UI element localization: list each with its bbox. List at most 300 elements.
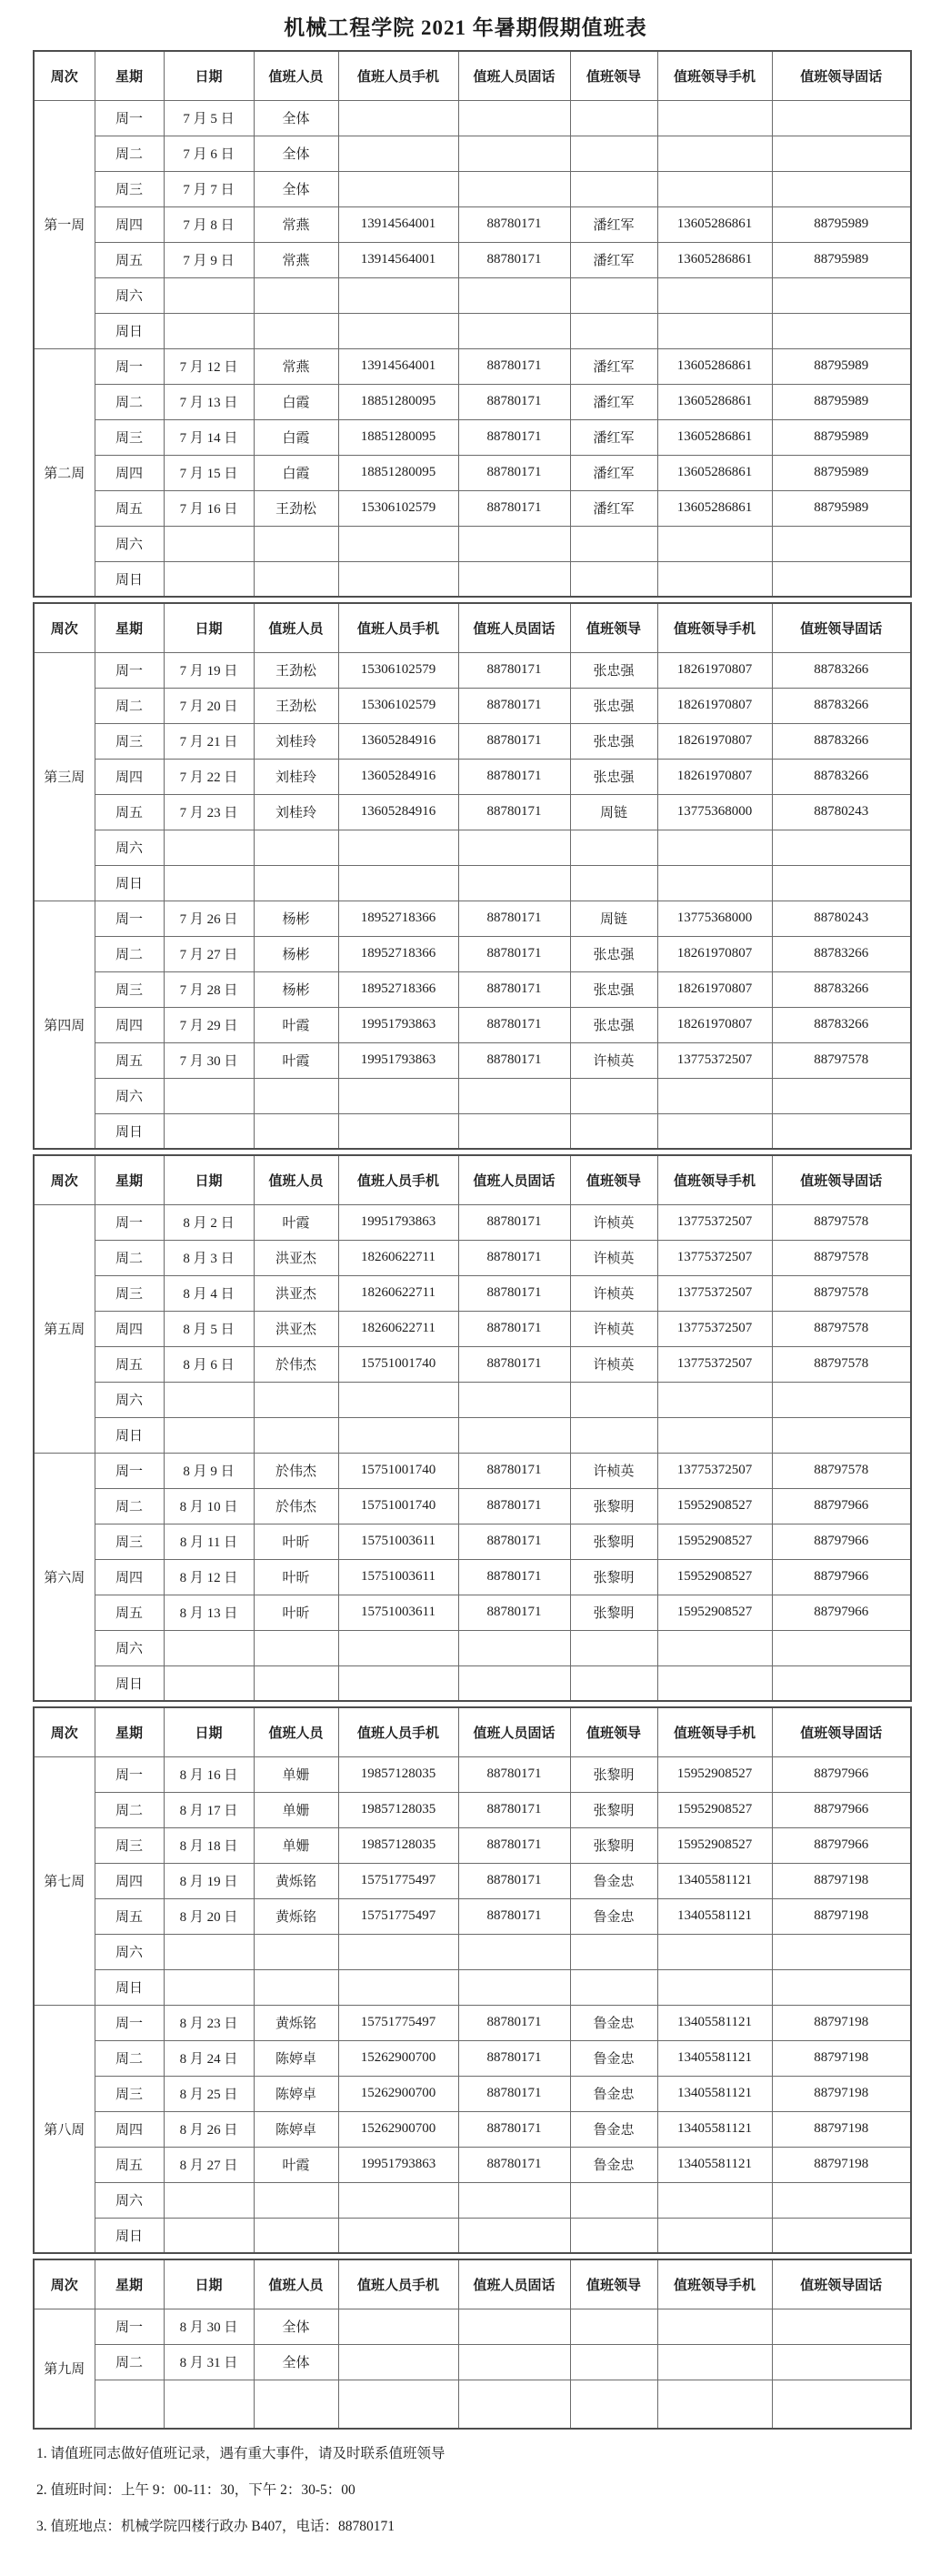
cell-duty-person-mobile: 15306102579 xyxy=(338,490,458,526)
cell-weekday: 周三 xyxy=(95,171,164,206)
cell-duty-leader: 张忠强 xyxy=(570,971,657,1007)
cell-duty-leader-landline: 88780243 xyxy=(772,794,911,830)
cell-weekday: 周三 xyxy=(95,1275,164,1311)
cell-date: 7 月 8 日 xyxy=(164,206,254,242)
column-header: 日期 xyxy=(164,603,254,652)
cell-date: 7 月 13 日 xyxy=(164,384,254,419)
cell-duty-leader-landline: 88780243 xyxy=(772,901,911,936)
cell-duty-leader-mobile xyxy=(657,561,772,597)
cell-duty-person: 於伟杰 xyxy=(254,1453,338,1488)
cell-duty-leader xyxy=(570,1417,657,1453)
duty-row xyxy=(34,1417,911,1453)
cell-date: 7 月 19 日 xyxy=(164,652,254,688)
cell-duty-leader-mobile xyxy=(657,1665,772,1701)
cell-weekday: 周二 xyxy=(95,936,164,971)
cell-duty-leader-landline xyxy=(772,1630,911,1665)
cell-weekday: 周一 xyxy=(95,1453,164,1488)
cell-weekday: 周二 xyxy=(95,1792,164,1827)
cell-duty-leader xyxy=(570,2218,657,2253)
duty-row xyxy=(34,723,911,759)
cell-duty-person-mobile xyxy=(338,2344,458,2380)
footnote: 3. 值班地点：机械学院四楼行政办 B407，电话：88780171 xyxy=(36,2519,395,2534)
column-header: 值班人员手机 xyxy=(338,2259,458,2309)
duty-row xyxy=(34,971,911,1007)
cell-duty-person-mobile xyxy=(338,1382,458,1417)
cell-duty-person-mobile: 15751001740 xyxy=(338,1346,458,1382)
cell-date xyxy=(164,1665,254,1701)
cell-duty-person-landline: 88780171 xyxy=(458,419,570,455)
column-header: 日期 xyxy=(164,1707,254,1756)
cell-weekday xyxy=(95,2380,164,2429)
cell-date: 7 月 16 日 xyxy=(164,490,254,526)
column-header: 周次 xyxy=(34,51,95,100)
duty-row xyxy=(34,1007,911,1042)
duty-row xyxy=(34,901,911,936)
cell-duty-leader-landline xyxy=(772,1934,911,1969)
cell-duty-leader: 潘红军 xyxy=(570,348,657,384)
cell-weekday: 周二 xyxy=(95,1240,164,1275)
cell-date: 7 月 9 日 xyxy=(164,242,254,277)
header-row xyxy=(34,1155,911,1204)
cell-duty-person-mobile: 19951793863 xyxy=(338,1042,458,1078)
column-header: 值班领导 xyxy=(570,1707,657,1756)
column-header: 值班人员 xyxy=(254,2259,338,2309)
cell-duty-person-landline: 88780171 xyxy=(458,206,570,242)
cell-date: 7 月 22 日 xyxy=(164,759,254,794)
cell-weekday: 周一 xyxy=(95,100,164,136)
cell-duty-leader-mobile xyxy=(657,100,772,136)
cell-duty-person-landline xyxy=(458,277,570,313)
cell-date xyxy=(164,1382,254,1417)
cell-duty-person-mobile: 15262900700 xyxy=(338,2040,458,2076)
roster-section-4 xyxy=(33,1706,912,2254)
duty-row xyxy=(34,2005,911,2040)
cell-duty-person xyxy=(254,1417,338,1453)
cell-weekday: 周二 xyxy=(95,1488,164,1524)
cell-duty-person-mobile xyxy=(338,2309,458,2344)
cell-duty-person: 单姗 xyxy=(254,1792,338,1827)
cell-duty-leader: 张忠强 xyxy=(570,936,657,971)
cell-weekday: 周二 xyxy=(95,2040,164,2076)
column-header: 值班人员固话 xyxy=(458,603,570,652)
duty-row xyxy=(34,2309,911,2344)
duty-row xyxy=(34,2111,911,2147)
cell-duty-leader-mobile: 15952908527 xyxy=(657,1488,772,1524)
cell-duty-leader xyxy=(570,2344,657,2380)
cell-duty-person-landline xyxy=(458,100,570,136)
cell-duty-leader-landline: 88795989 xyxy=(772,348,911,384)
cell-duty-leader-mobile: 18261970807 xyxy=(657,936,772,971)
duty-row xyxy=(34,1346,911,1382)
cell-duty-leader-mobile: 18261970807 xyxy=(657,1007,772,1042)
cell-duty-person-landline: 88780171 xyxy=(458,1595,570,1630)
cell-duty-person xyxy=(254,830,338,865)
duty-row xyxy=(34,1113,911,1149)
cell-duty-leader-landline: 88797966 xyxy=(772,1488,911,1524)
cell-duty-leader: 潘红军 xyxy=(570,242,657,277)
cell-duty-leader-landline: 88797578 xyxy=(772,1042,911,1078)
cell-duty-leader-mobile xyxy=(657,171,772,206)
duty-row xyxy=(34,384,911,419)
cell-weekday: 周四 xyxy=(95,1863,164,1898)
cell-weekday: 周六 xyxy=(95,1078,164,1113)
cell-duty-leader xyxy=(570,830,657,865)
cell-duty-person-landline: 88780171 xyxy=(458,348,570,384)
cell-date xyxy=(164,2218,254,2253)
cell-duty-person: 白霞 xyxy=(254,455,338,490)
cell-duty-person-landline xyxy=(458,561,570,597)
cell-date: 7 月 20 日 xyxy=(164,688,254,723)
cell-duty-person-landline xyxy=(458,1078,570,1113)
cell-duty-leader-landline xyxy=(772,1113,911,1149)
cell-duty-person xyxy=(254,2380,338,2429)
cell-date xyxy=(164,1113,254,1149)
cell-duty-person: 杨彬 xyxy=(254,971,338,1007)
duty-row xyxy=(34,1382,911,1417)
spacer-row xyxy=(34,2380,911,2429)
cell-duty-person-landline: 88780171 xyxy=(458,723,570,759)
column-header: 值班人员手机 xyxy=(338,1155,458,1204)
cell-duty-person-mobile: 18851280095 xyxy=(338,455,458,490)
cell-duty-leader: 张黎明 xyxy=(570,1756,657,1792)
cell-duty-person-landline: 88780171 xyxy=(458,1863,570,1898)
cell-duty-leader-mobile xyxy=(657,2309,772,2344)
cell-weekday: 周四 xyxy=(95,2111,164,2147)
cell-weekday: 周四 xyxy=(95,455,164,490)
duty-row xyxy=(34,490,911,526)
column-header: 值班人员手机 xyxy=(338,603,458,652)
duty-row xyxy=(34,2182,911,2218)
week-label: 第六周 xyxy=(34,1453,95,1701)
cell-duty-person-mobile: 15751001740 xyxy=(338,1488,458,1524)
cell-duty-leader-mobile: 13775372507 xyxy=(657,1275,772,1311)
cell-duty-leader-mobile: 15952908527 xyxy=(657,1792,772,1827)
duty-row xyxy=(34,242,911,277)
cell-duty-person-landline: 88780171 xyxy=(458,1524,570,1559)
cell-duty-person: 全体 xyxy=(254,2309,338,2344)
cell-duty-leader xyxy=(570,2309,657,2344)
duty-row xyxy=(34,526,911,561)
duty-row xyxy=(34,419,911,455)
cell-weekday: 周一 xyxy=(95,348,164,384)
duty-row xyxy=(34,2076,911,2111)
cell-date: 8 月 5 日 xyxy=(164,1311,254,1346)
duty-row xyxy=(34,1204,911,1240)
cell-duty-person xyxy=(254,561,338,597)
cell-duty-leader-landline: 88797966 xyxy=(772,1595,911,1630)
cell-duty-person xyxy=(254,1969,338,2005)
roster-section-1 xyxy=(33,50,912,598)
cell-duty-person-mobile: 15751003611 xyxy=(338,1559,458,1595)
cell-weekday: 周四 xyxy=(95,1007,164,1042)
column-header: 星期 xyxy=(95,1707,164,1756)
cell-duty-person-mobile xyxy=(338,1969,458,2005)
cell-duty-leader-landline: 88783266 xyxy=(772,688,911,723)
cell-duty-leader-mobile: 13775372507 xyxy=(657,1311,772,1346)
cell-duty-leader-mobile xyxy=(657,526,772,561)
cell-duty-person-landline: 88780171 xyxy=(458,652,570,688)
cell-weekday: 周一 xyxy=(95,1204,164,1240)
cell-duty-person-landline: 88780171 xyxy=(458,1042,570,1078)
cell-duty-person-mobile: 15262900700 xyxy=(338,2076,458,2111)
cell-duty-leader-mobile xyxy=(657,313,772,348)
column-header: 值班人员固话 xyxy=(458,1155,570,1204)
cell-duty-leader-landline: 88797578 xyxy=(772,1346,911,1382)
cell-duty-person-mobile xyxy=(338,526,458,561)
cell-duty-person-mobile: 19857128035 xyxy=(338,1827,458,1863)
cell-date: 8 月 11 日 xyxy=(164,1524,254,1559)
cell-duty-person-mobile: 15306102579 xyxy=(338,688,458,723)
cell-duty-person: 黄烁铭 xyxy=(254,1863,338,1898)
cell-duty-person-mobile xyxy=(338,1113,458,1149)
cell-duty-person xyxy=(254,277,338,313)
cell-duty-person-landline: 88780171 xyxy=(458,1898,570,1934)
cell-duty-person xyxy=(254,2218,338,2253)
cell-duty-person-mobile xyxy=(338,561,458,597)
cell-duty-person xyxy=(254,1630,338,1665)
cell-duty-leader-mobile: 18261970807 xyxy=(657,723,772,759)
cell-date: 8 月 18 日 xyxy=(164,1827,254,1863)
cell-date: 8 月 26 日 xyxy=(164,2111,254,2147)
cell-duty-leader-landline xyxy=(772,1417,911,1453)
cell-duty-leader: 张黎明 xyxy=(570,1595,657,1630)
cell-duty-person-landline: 88780171 xyxy=(458,455,570,490)
cell-duty-leader-mobile: 13775372507 xyxy=(657,1346,772,1382)
cell-weekday: 周日 xyxy=(95,1665,164,1701)
cell-duty-leader-mobile: 13775372507 xyxy=(657,1240,772,1275)
cell-weekday: 周六 xyxy=(95,1934,164,1969)
cell-weekday: 周日 xyxy=(95,1969,164,2005)
cell-duty-leader xyxy=(570,1969,657,2005)
cell-duty-leader: 潘红军 xyxy=(570,455,657,490)
cell-weekday: 周日 xyxy=(95,313,164,348)
week-label: 第四周 xyxy=(34,901,95,1149)
cell-duty-leader-landline: 88795989 xyxy=(772,384,911,419)
week-label: 第一周 xyxy=(34,100,95,348)
cell-duty-person: 白霞 xyxy=(254,384,338,419)
cell-duty-person-landline: 88780171 xyxy=(458,794,570,830)
cell-duty-leader-mobile: 13405581121 xyxy=(657,1898,772,1934)
duty-row xyxy=(34,794,911,830)
cell-duty-person-landline: 88780171 xyxy=(458,2111,570,2147)
cell-duty-leader: 鲁金忠 xyxy=(570,2076,657,2111)
roster-section-3 xyxy=(33,1154,912,1702)
cell-date: 8 月 19 日 xyxy=(164,1863,254,1898)
cell-duty-person-mobile xyxy=(338,100,458,136)
cell-weekday: 周二 xyxy=(95,136,164,171)
cell-duty-leader xyxy=(570,865,657,901)
cell-duty-leader-landline xyxy=(772,277,911,313)
column-header: 值班人员固话 xyxy=(458,1707,570,1756)
cell-duty-person-landline xyxy=(458,2344,570,2380)
cell-duty-person: 单姗 xyxy=(254,1756,338,1792)
cell-duty-person: 杨彬 xyxy=(254,936,338,971)
cell-duty-leader xyxy=(570,136,657,171)
cell-duty-person-landline: 88780171 xyxy=(458,384,570,419)
cell-duty-leader-mobile xyxy=(657,277,772,313)
cell-duty-leader-mobile xyxy=(657,865,772,901)
cell-duty-leader xyxy=(570,100,657,136)
cell-duty-leader: 张忠强 xyxy=(570,1007,657,1042)
cell-duty-person-mobile: 13914564001 xyxy=(338,206,458,242)
cell-duty-leader: 鲁金忠 xyxy=(570,2111,657,2147)
cell-duty-person-landline xyxy=(458,526,570,561)
cell-duty-leader-mobile: 13775368000 xyxy=(657,794,772,830)
duty-row xyxy=(34,1595,911,1630)
cell-duty-person-mobile: 15751003611 xyxy=(338,1595,458,1630)
week-label: 第八周 xyxy=(34,2005,95,2253)
column-header: 值班人员 xyxy=(254,603,338,652)
cell-duty-person-mobile: 15306102579 xyxy=(338,652,458,688)
column-header: 值班领导手机 xyxy=(657,51,772,100)
cell-duty-leader: 张黎明 xyxy=(570,1524,657,1559)
duty-row xyxy=(34,1311,911,1346)
cell-date xyxy=(164,2182,254,2218)
duty-row xyxy=(34,759,911,794)
cell-date xyxy=(164,1417,254,1453)
cell-weekday: 周日 xyxy=(95,1417,164,1453)
cell-duty-person: 刘桂玲 xyxy=(254,794,338,830)
cell-duty-person: 王劲松 xyxy=(254,490,338,526)
cell-duty-person-landline xyxy=(458,2218,570,2253)
cell-duty-person-mobile: 15751003611 xyxy=(338,1524,458,1559)
cell-date xyxy=(164,561,254,597)
cell-duty-leader-landline xyxy=(772,1078,911,1113)
cell-duty-leader-mobile xyxy=(657,136,772,171)
cell-duty-person: 陈婷卓 xyxy=(254,2040,338,2076)
cell-weekday: 周六 xyxy=(95,277,164,313)
week-label: 第二周 xyxy=(34,348,95,597)
cell-date: 8 月 31 日 xyxy=(164,2344,254,2380)
cell-duty-leader-mobile xyxy=(657,2182,772,2218)
cell-duty-person: 叶霞 xyxy=(254,1204,338,1240)
cell-weekday: 周一 xyxy=(95,1756,164,1792)
cell-duty-leader-mobile: 13405581121 xyxy=(657,2005,772,2040)
duty-row xyxy=(34,1488,911,1524)
cell-date: 8 月 10 日 xyxy=(164,1488,254,1524)
cell-duty-leader: 张忠强 xyxy=(570,759,657,794)
cell-duty-person-mobile: 13605284916 xyxy=(338,759,458,794)
cell-duty-person: 全体 xyxy=(254,100,338,136)
cell-duty-leader: 潘红军 xyxy=(570,490,657,526)
roster-section-5 xyxy=(33,2259,912,2430)
cell-duty-leader xyxy=(570,2182,657,2218)
cell-date: 8 月 9 日 xyxy=(164,1453,254,1488)
cell-duty-leader-landline: 88797198 xyxy=(772,2076,911,2111)
cell-duty-leader-landline: 88797966 xyxy=(772,1559,911,1595)
cell-duty-leader-mobile: 13605286861 xyxy=(657,419,772,455)
cell-weekday: 周六 xyxy=(95,1382,164,1417)
cell-duty-person: 叶昕 xyxy=(254,1559,338,1595)
cell-duty-person-mobile: 18260622711 xyxy=(338,1275,458,1311)
cell-date: 7 月 21 日 xyxy=(164,723,254,759)
cell-duty-leader-mobile: 15952908527 xyxy=(657,1827,772,1863)
cell-duty-person-mobile xyxy=(338,2218,458,2253)
column-header: 日期 xyxy=(164,51,254,100)
cell-date: 7 月 5 日 xyxy=(164,100,254,136)
cell-weekday: 周三 xyxy=(95,419,164,455)
cell-duty-person-landline xyxy=(458,136,570,171)
roster-tables xyxy=(33,50,910,2430)
column-header: 星期 xyxy=(95,51,164,100)
cell-duty-leader: 许桢英 xyxy=(570,1204,657,1240)
cell-duty-person-mobile: 19857128035 xyxy=(338,1792,458,1827)
cell-duty-leader-mobile: 13775368000 xyxy=(657,901,772,936)
cell-duty-person-landline: 88780171 xyxy=(458,1240,570,1275)
cell-duty-leader: 张忠强 xyxy=(570,688,657,723)
column-header: 值班领导 xyxy=(570,603,657,652)
cell-duty-person-landline: 88780171 xyxy=(458,2040,570,2076)
cell-date: 8 月 27 日 xyxy=(164,2147,254,2182)
cell-duty-leader-landline xyxy=(772,526,911,561)
cell-date xyxy=(164,2380,254,2429)
cell-duty-leader-mobile: 13405581121 xyxy=(657,2147,772,2182)
cell-duty-leader-mobile: 13605286861 xyxy=(657,384,772,419)
cell-duty-person-landline xyxy=(458,2182,570,2218)
cell-date xyxy=(164,277,254,313)
duty-row xyxy=(34,313,911,348)
cell-duty-leader-landline: 88795989 xyxy=(772,419,911,455)
cell-duty-person-landline xyxy=(458,313,570,348)
cell-duty-person: 陈婷卓 xyxy=(254,2111,338,2147)
cell-weekday: 周三 xyxy=(95,2076,164,2111)
duty-row xyxy=(34,1042,911,1078)
cell-duty-leader-mobile: 13605286861 xyxy=(657,242,772,277)
cell-duty-leader-mobile xyxy=(657,1969,772,2005)
cell-duty-leader: 鲁金忠 xyxy=(570,1898,657,1934)
duty-row xyxy=(34,1665,911,1701)
cell-duty-leader-mobile xyxy=(657,1934,772,1969)
cell-duty-person-landline: 88780171 xyxy=(458,936,570,971)
cell-duty-person-landline: 88780171 xyxy=(458,901,570,936)
column-header: 星期 xyxy=(95,2259,164,2309)
cell-duty-person: 白霞 xyxy=(254,419,338,455)
cell-duty-person: 於伟杰 xyxy=(254,1346,338,1382)
cell-duty-person: 全体 xyxy=(254,136,338,171)
cell-duty-leader: 潘红军 xyxy=(570,419,657,455)
cell-duty-person-landline: 88780171 xyxy=(458,1559,570,1595)
cell-duty-person-mobile: 19857128035 xyxy=(338,1756,458,1792)
cell-weekday: 周四 xyxy=(95,1559,164,1595)
column-header: 值班领导固话 xyxy=(772,51,911,100)
cell-duty-person-landline xyxy=(458,2380,570,2429)
cell-duty-leader-landline: 88783266 xyxy=(772,723,911,759)
cell-duty-leader-mobile: 18261970807 xyxy=(657,652,772,688)
cell-duty-person xyxy=(254,1934,338,1969)
cell-duty-person-mobile: 13914564001 xyxy=(338,348,458,384)
cell-duty-person xyxy=(254,1113,338,1149)
cell-duty-leader-mobile: 13775372507 xyxy=(657,1204,772,1240)
cell-weekday: 周三 xyxy=(95,1827,164,1863)
cell-date: 8 月 4 日 xyxy=(164,1275,254,1311)
cell-duty-person-mobile: 15751001740 xyxy=(338,1453,458,1488)
cell-date: 7 月 27 日 xyxy=(164,936,254,971)
cell-duty-leader: 许桢英 xyxy=(570,1311,657,1346)
cell-duty-person-landline: 88780171 xyxy=(458,490,570,526)
cell-date xyxy=(164,1078,254,1113)
cell-duty-leader-landline xyxy=(772,313,911,348)
cell-duty-leader-landline xyxy=(772,830,911,865)
cell-duty-leader-mobile xyxy=(657,1078,772,1113)
cell-duty-leader xyxy=(570,313,657,348)
cell-duty-leader-landline: 88795989 xyxy=(772,206,911,242)
cell-duty-person: 王劲松 xyxy=(254,652,338,688)
cell-duty-leader-landline: 88797198 xyxy=(772,1863,911,1898)
cell-duty-person-mobile: 18851280095 xyxy=(338,419,458,455)
cell-weekday: 周三 xyxy=(95,723,164,759)
cell-date: 8 月 12 日 xyxy=(164,1559,254,1595)
cell-duty-person-mobile: 18260622711 xyxy=(338,1311,458,1346)
